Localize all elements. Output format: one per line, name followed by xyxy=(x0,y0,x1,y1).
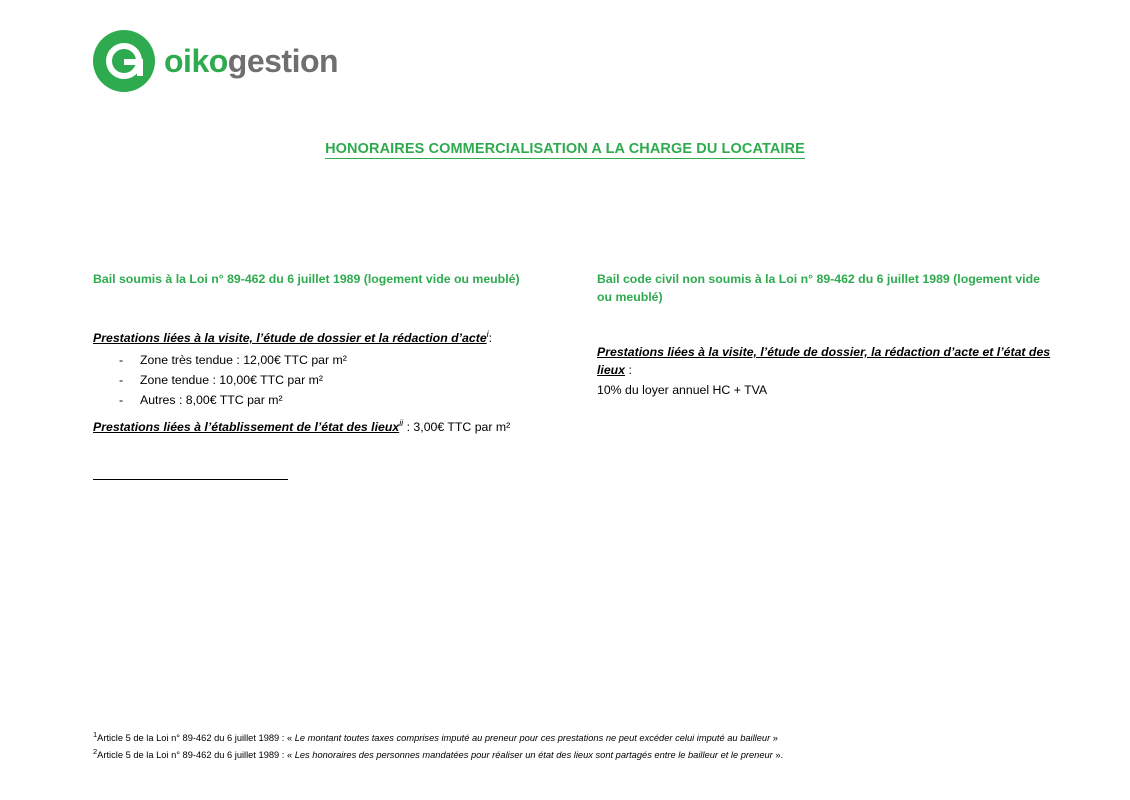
footnote-1 xyxy=(93,729,1053,746)
left-section-visite-heading-suffix: : xyxy=(488,331,493,346)
right-column-heading: Bail code civil non soumis à la Loi n° 89-462 du 6 juillet 1989 (logement vide ou meublé) xyxy=(597,272,1040,304)
list-dash: - xyxy=(119,352,124,367)
footnote-1-marker: 1 xyxy=(93,730,98,739)
footnote-2-text: Les honoraires des personnes mandatées pour réaliser un état des lieux sont partagés entre le bailleur et le preneur xyxy=(294,750,773,761)
brand-wordmark-secondary: gestion xyxy=(227,42,339,79)
list-item-label: Zone tendue : 10,00€ TTC par m² xyxy=(140,372,323,387)
list-item xyxy=(93,372,563,390)
brand-logo xyxy=(93,30,338,92)
footnote-2-marker: 2 xyxy=(93,746,98,756)
right-section-prestations-heading: Prestations liées à la visite, l’étude de dossier, la rédaction d’acte et l’état des lieux xyxy=(597,345,1051,377)
list-dash: - xyxy=(119,392,124,407)
brand-wordmark-primary: oiko xyxy=(164,42,228,79)
left-column xyxy=(93,271,563,435)
footnote-2 xyxy=(93,746,1053,763)
list-item-label: Autres : 8,00€ TTC par m² xyxy=(140,392,283,407)
left-section-visite-heading-line xyxy=(93,328,563,348)
footnote-marker-i: i xyxy=(486,329,489,339)
left-section-etat-des-lieux-line xyxy=(93,417,593,437)
list-item xyxy=(93,352,563,370)
left-section-etat-des-lieux-value: : 3,00€ TTC par m² xyxy=(403,420,511,435)
footnote-2-tail: ». xyxy=(772,750,784,761)
footnote-2-lead: Article 5 de la Loi n° 89-462 du 6 juillet 1989 : « xyxy=(97,750,295,761)
list-dash: - xyxy=(119,372,124,387)
right-section-prestations-value: 10% du loyer annuel HC + TVA xyxy=(597,382,768,397)
page-title-text: HONORAIRES COMMERCIALISATION A LA CHARGE DU LOCATAIRE xyxy=(325,141,805,157)
left-section-etat-des-lieux-heading: Prestations liées à l’établissement de l’état des lieux xyxy=(93,420,400,435)
list-item xyxy=(93,392,563,410)
footnote-marker-ii: ii xyxy=(399,418,404,428)
left-section-etat-des-lieux xyxy=(93,417,593,437)
left-column-heading: Bail soumis à la Loi n° 89-462 du 6 juillet 1989 (logement vide ou meublé) xyxy=(93,272,520,286)
left-section-visite-list xyxy=(93,352,563,409)
left-section-visite xyxy=(93,328,563,411)
oiko-circle-logo-icon xyxy=(93,30,155,92)
right-column xyxy=(597,271,1051,397)
list-item-label: Zone très tendue : 12,00€ TTC par m² xyxy=(140,352,347,367)
footnote-1-text: Le montant toutes taxes comprises imputé au preneur pour ces prestations ne peut excéder celui imputé au bailleur xyxy=(294,733,771,744)
brand-wordmark xyxy=(164,43,338,80)
footnote-1-lead: Article 5 de la Loi n° 89-462 du 6 juillet 1989 : « xyxy=(97,733,295,744)
right-section-prestations xyxy=(597,344,1052,399)
footnote-1-tail: » xyxy=(770,733,778,744)
footnote-separator xyxy=(93,479,288,480)
left-section-visite-heading: Prestations liées à la visite, l’étude de dossier et la rédaction d’acte xyxy=(93,331,487,346)
right-section-prestations-heading-suffix: : xyxy=(625,362,632,377)
right-section-prestations-heading-line xyxy=(597,344,1052,380)
page-title xyxy=(0,141,1130,157)
footnotes xyxy=(93,729,1053,763)
